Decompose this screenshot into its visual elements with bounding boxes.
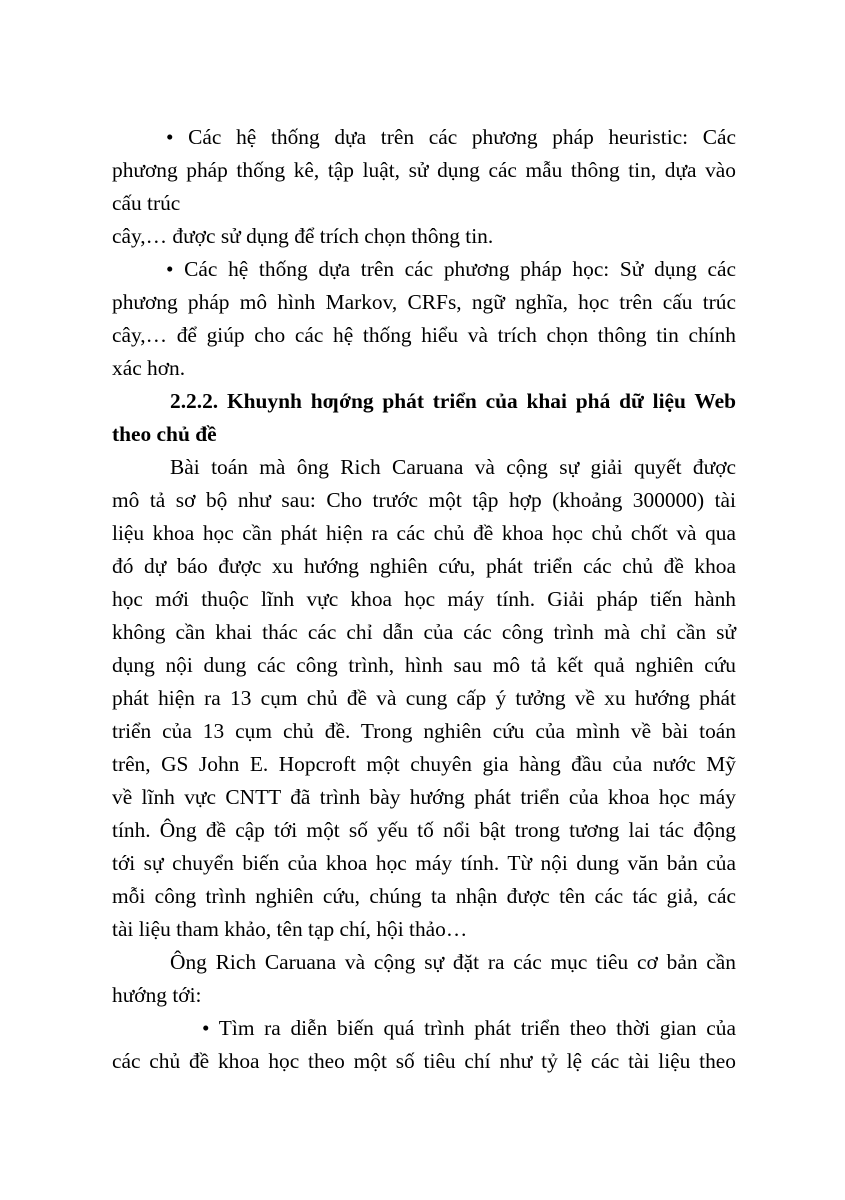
heading-line: 2.2.2. Khuynh hƣớng phát triển của khai phá dữ liệu Web [170, 389, 736, 413]
text-line: không cần khai thác các chỉ dẫn của các công trình mà chỉ cần sử [112, 620, 736, 644]
text-line: phát hiện ra 13 cụm chủ đề và cung cấp ý tưởng về xu hướng phát [112, 686, 736, 710]
text-line: các chủ đề khoa học theo một số tiêu chí như tỷ lệ các tài liệu theo [112, 1049, 736, 1073]
text-line: • Các hệ thống dựa trên các phương pháp heuristic: Các [166, 125, 736, 149]
text-line: mỗi công trình nghiên cứu, chúng ta nhận được tên các tác giả, các [112, 884, 736, 908]
text-line: tài liệu tham khảo, tên tạp chí, hội thảo… [112, 917, 468, 941]
text-line: dụng nội dung các công trình, hình sau mô tả kết quả nghiên cứu [112, 653, 736, 677]
text-line: mô tả sơ bộ như sau: Cho trước một tập hợp (khoảng 300000) tài [112, 488, 736, 512]
text-line: học mới thuộc lĩnh vực khoa học máy tính. Giải pháp tiến hành [112, 587, 736, 611]
text-line: cây,… để giúp cho các hệ thống hiểu và trích chọn thông tin chính [112, 323, 736, 347]
text-line: tới sự chuyển biến của khoa học máy tính. Từ nội dung văn bản của [112, 851, 736, 875]
text-line: xác hơn. [112, 356, 186, 380]
heading-line: theo chủ đề [112, 422, 217, 446]
text-line: hướng tới: [112, 983, 202, 1007]
text-line: cây,… được sử dụng để trích chọn thông tin. [112, 224, 494, 248]
text-line: đó dự báo được xu hướng nghiên cứu, phát triển các chủ đề khoa [112, 554, 736, 578]
text-line: trên, GS John E. Hopcroft một chuyên gia hàng đầu của nước Mỹ [112, 752, 736, 776]
text-line: Bài toán mà ông Rich Caruana và cộng sự giải quyết được [170, 455, 736, 479]
text-line: Ông Rich Caruana và cộng sự đặt ra các mục tiêu cơ bản cần [170, 950, 736, 974]
document-body [112, 0, 736, 1200]
text-line: • Các hệ thống dựa trên các phương pháp học: Sử dụng các [166, 257, 736, 281]
text-line: phương pháp thống kê, tập luật, sử dụng các mẫu thông tin, dựa vào [112, 158, 736, 182]
text-line: triển của 13 cụm chủ đề. Trong nghiên cứu của mình về bài toán [112, 719, 736, 743]
text-line: về lĩnh vực CNTT đã trình bày hướng phát triển của khoa học máy [112, 785, 736, 809]
text-line: cấu trúc [112, 191, 181, 215]
text-line: phương pháp mô hình Markov, CRFs, ngữ nghĩa, học trên cấu trúc [112, 290, 736, 314]
text-line: • Tìm ra diễn biến quá trình phát triển theo thời gian của [202, 1016, 736, 1040]
text-line: liệu khoa học cần phát hiện ra các chủ đề khoa học chủ chốt và qua [112, 521, 736, 545]
text-line: tính. Ông đề cập tới một số yếu tố nổi bật trong tương lai tác động [112, 818, 736, 842]
